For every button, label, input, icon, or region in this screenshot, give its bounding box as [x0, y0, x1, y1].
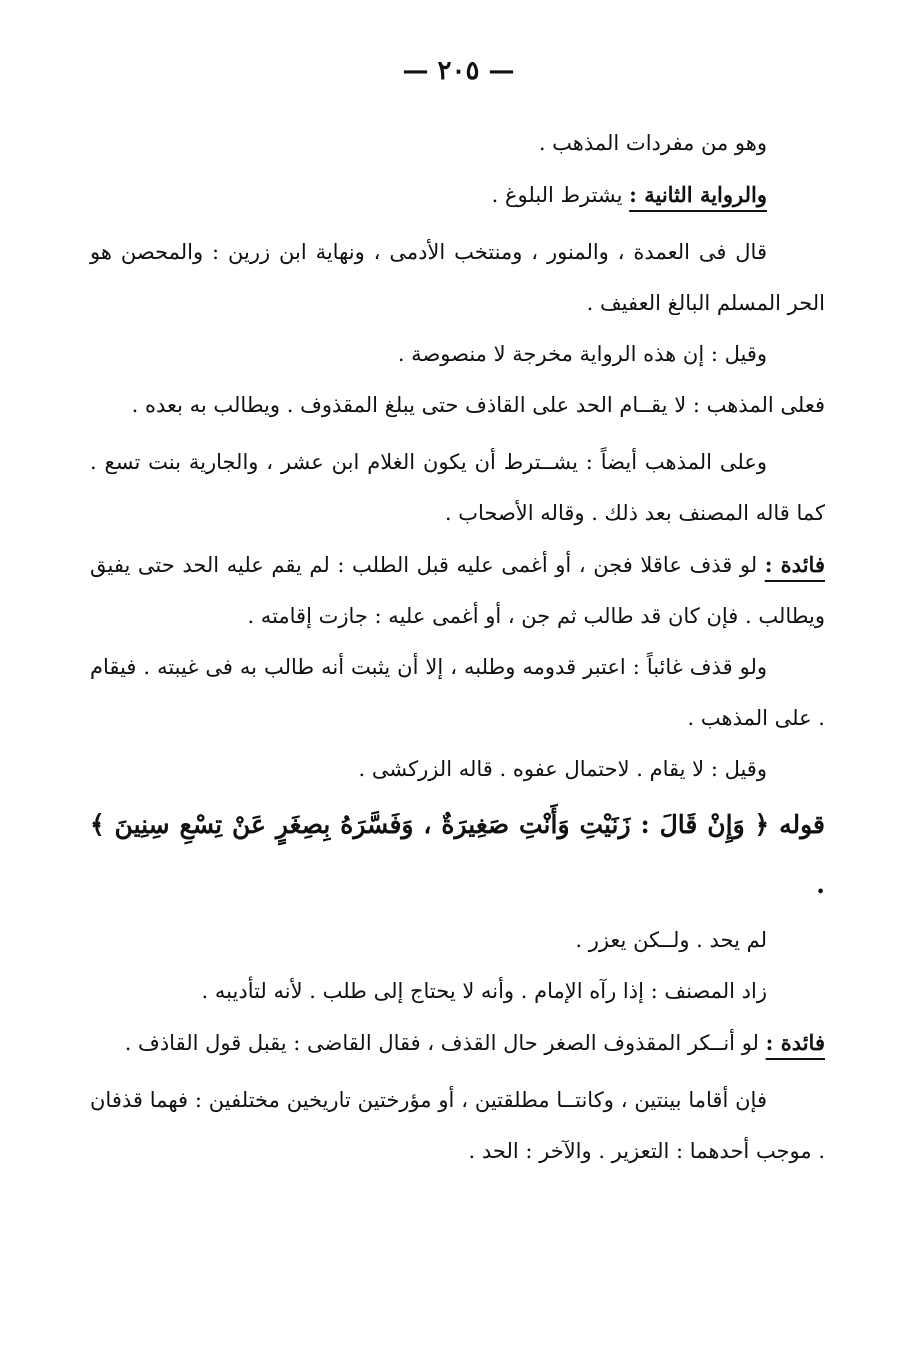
paragraph-3: [90, 227, 825, 329]
paragraph-text: قال فى العمدة ، والمنور ، ومنتخب الأدمى ، ونهاية ابن زرين : والمحصن هو الحر المسلم البالغ العفيف .: [90, 240, 825, 315]
section-label: والرواية الثانية :: [629, 182, 767, 207]
paragraph-10: [90, 915, 825, 966]
paragraph-text: زاد المصنف : إذا رآه الإمام . وأنه لا يحتاج إلى طلب . لأنه لتأديبه .: [201, 979, 767, 1003]
paragraph-text: وعلى المذهب أيضاً : يشــترط أن يكون الغلام ابن عشر ، والجارية بنت تسع . كما قاله المصنف بعد ذلك . وقاله الأصحاب .: [90, 450, 825, 525]
paragraph-8: [90, 642, 825, 744]
paragraph-text: وهو من مفردات المذهب .: [538, 131, 767, 155]
quote-label: قوله: [779, 810, 825, 839]
paragraph-text: ولو قذف غائباً : اعتبر قدومه وطلبه ، إلا أن يثبت أنه طالب به فى غيبته . فيقام . على المذهب .: [90, 655, 825, 730]
paragraph-13: [90, 1075, 825, 1177]
quote-text: ﴿ وَإِنْ قَالَ : زَنَيْتِ وَأَنْتِ صَغِيرَةٌ ، وَفَسَّرَهُ بِصِغَرٍ عَنْ تِسْعِ سِنِينَ ﴾ .: [90, 810, 825, 899]
paragraph-text: يشترط البلوغ .: [491, 183, 630, 207]
paragraph-text: وقيل : إن هذه الرواية مخرجة لا منصوصة .: [397, 342, 767, 366]
paragraph-text: لو أنــكر المقذوف الصغر حال القذف ، فقال القاضى : يقبل قول القاذف .: [124, 1031, 766, 1055]
paragraph-12: [90, 1017, 825, 1069]
paragraph-text: فإن أقاما بينتين ، وكانتــا مطلقتين ، أو مؤرختين تاريخين مختلفين : فهما قذفان . موجب أحدهما : التعزير . والآخر : الحد .: [90, 1088, 825, 1163]
paragraph-5: [90, 380, 825, 431]
paragraph-1: [90, 118, 825, 169]
paragraph-9: [90, 744, 825, 795]
paragraph-6: [90, 437, 825, 539]
page-body: [90, 118, 825, 1177]
paragraph-text: لو قذف عاقلا فجن ، أو أغمى عليه قبل الطلب : لم يقم عليه الحد حتى يفيق ويطالب . فإن كان قد طالب ثم جن ، أو أغمى عليه : جازت إقامته .: [90, 553, 825, 628]
note-label: فائدة :: [765, 1030, 825, 1055]
paragraph-7: [90, 539, 825, 642]
note-label: فائدة :: [764, 552, 825, 577]
quoted-passage: [90, 795, 825, 915]
paragraph-2: [90, 169, 825, 221]
paragraph-text: فعلى المذهب : لا يقــام الحد على القاذف حتى يبلغ المقذوف . ويطالب به بعده .: [131, 393, 825, 417]
page-number: — ٢٠٥ —: [402, 56, 515, 86]
paragraph-text: وقيل : لا يقام . لاحتمال عفوه . قاله الزركشى .: [358, 757, 767, 781]
paragraph-4: [90, 329, 825, 380]
paragraph-text: لم يحد . ولــكن يعزر .: [575, 928, 767, 952]
paragraph-11: [90, 966, 825, 1017]
